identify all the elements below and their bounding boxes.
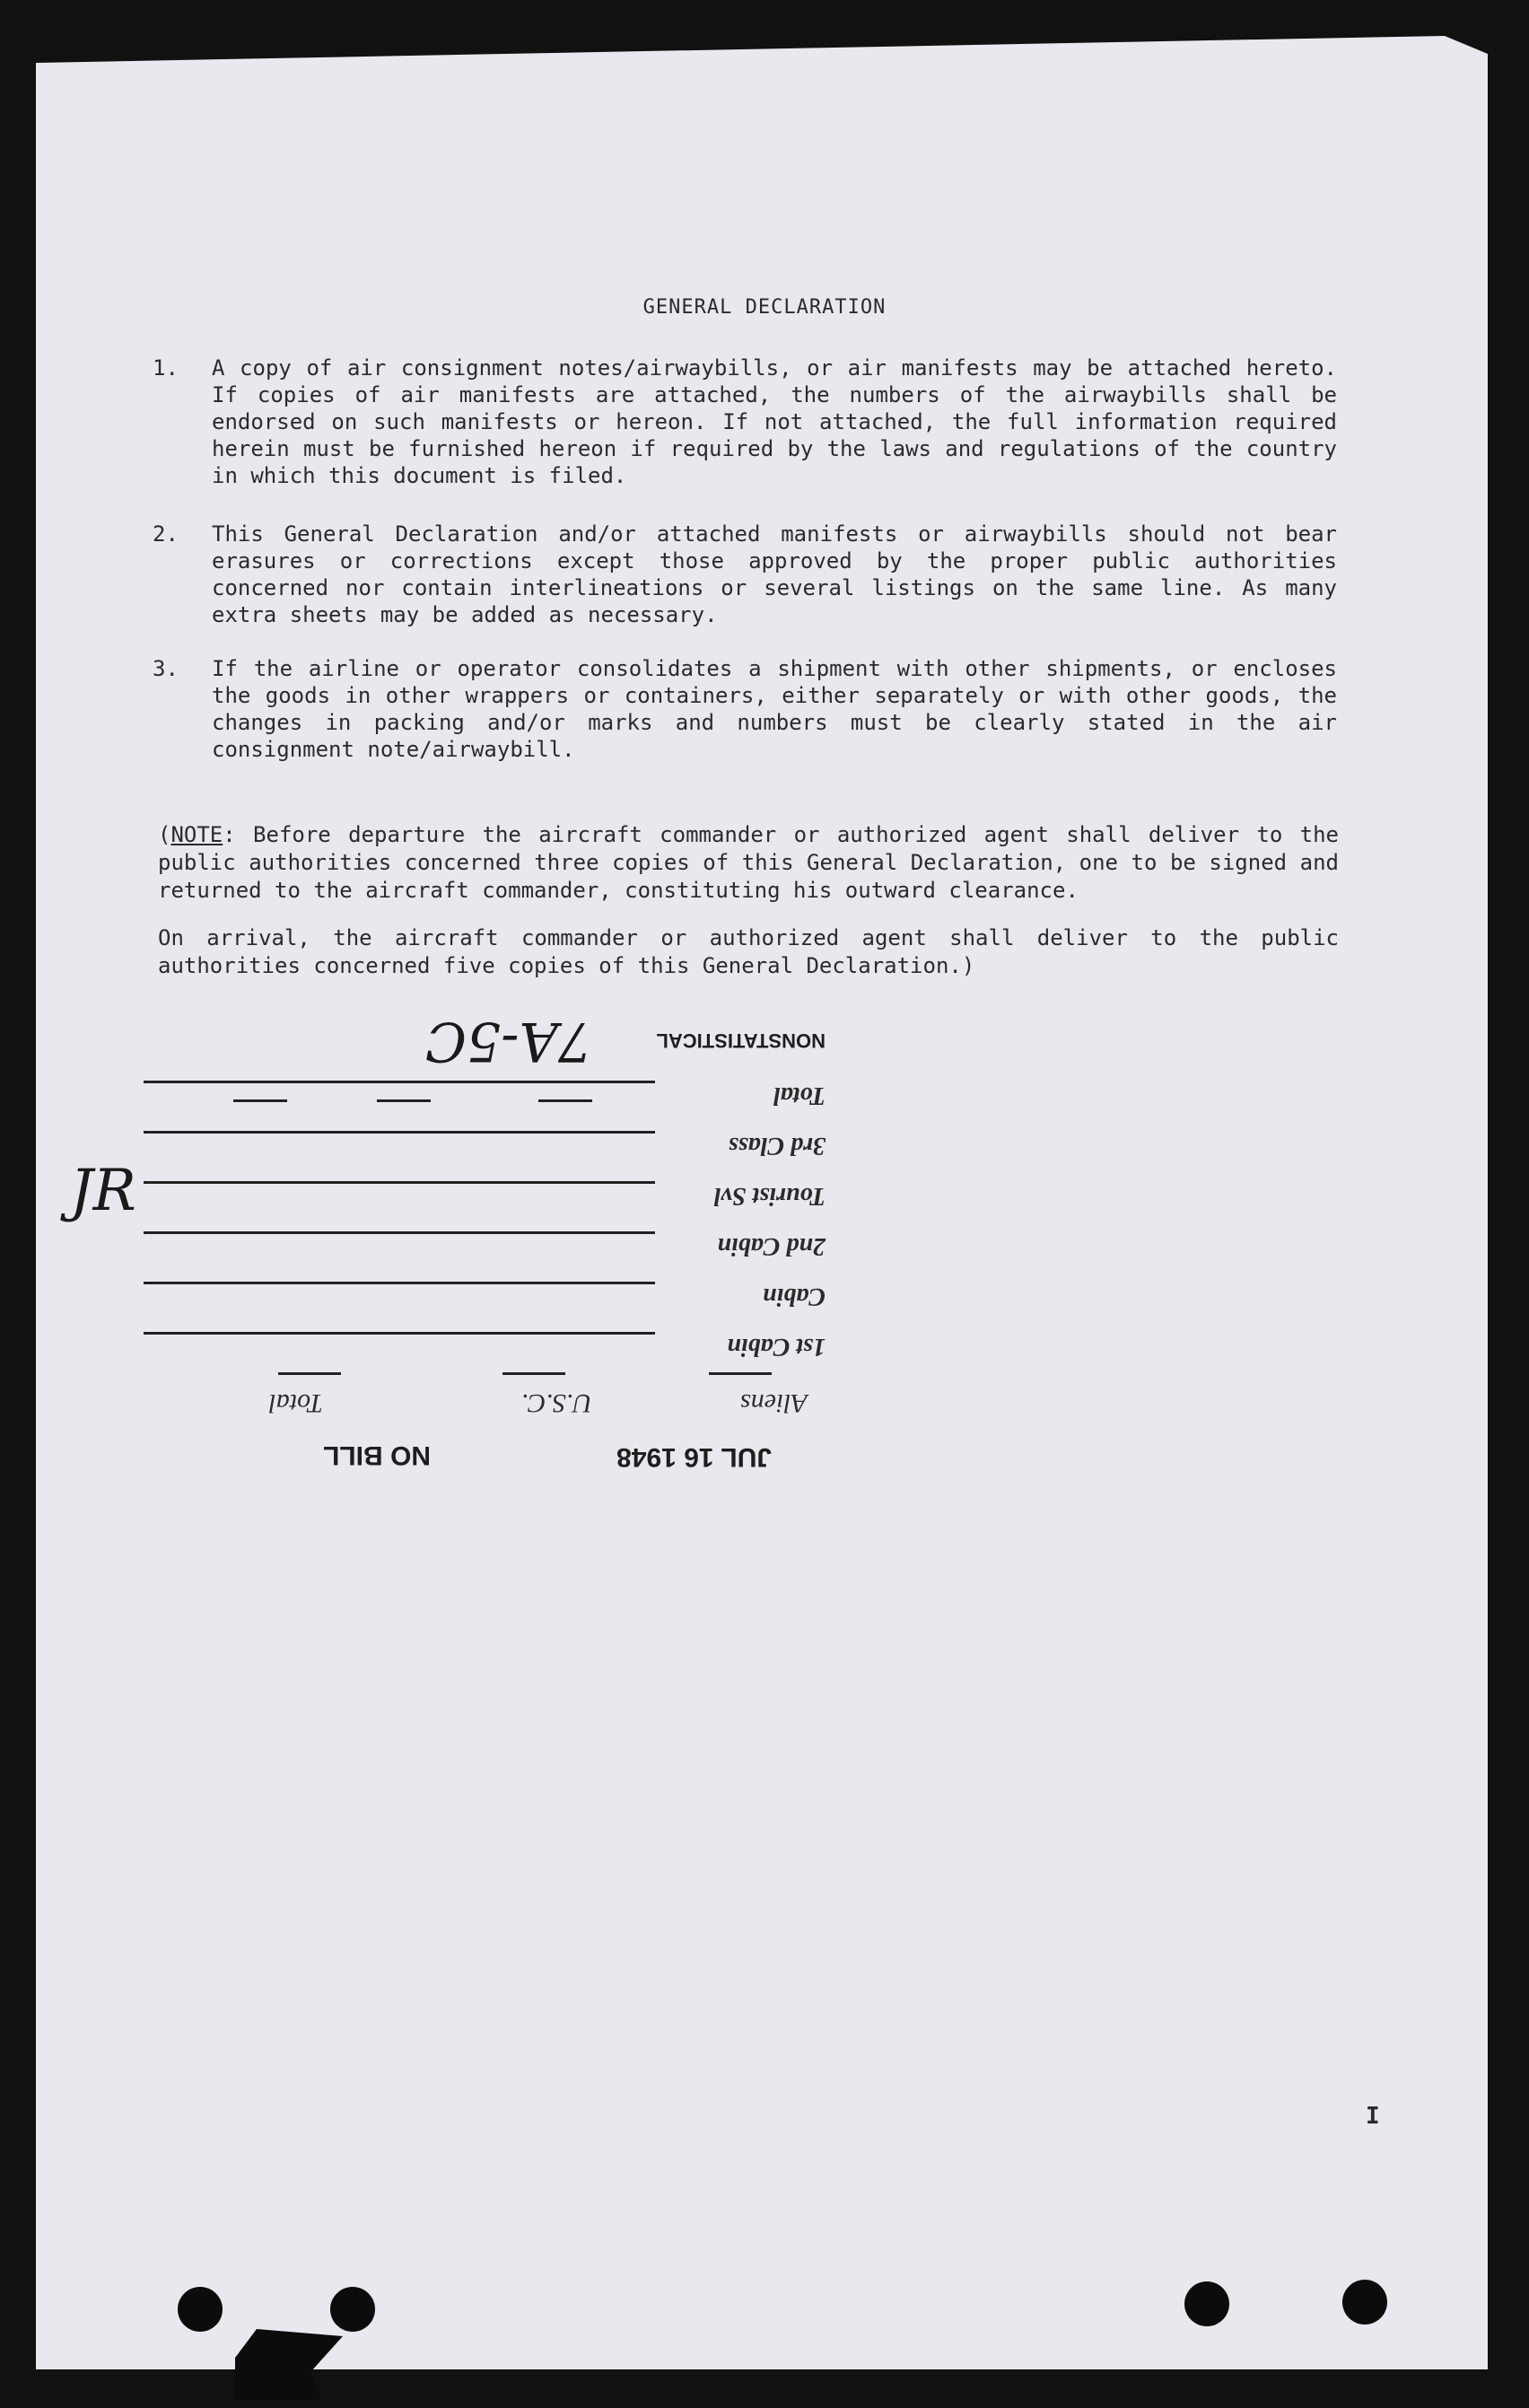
column-total: Total <box>268 1388 323 1418</box>
declaration-item-1 <box>153 355 1337 498</box>
row-cabin: Cabin <box>144 1269 826 1314</box>
row-total: Total <box>144 1068 826 1113</box>
upside-down-stamp <box>144 1005 826 1472</box>
handwritten-code: 7A-5C <box>425 1010 592 1073</box>
note-paragraph: (NOTE: Before departure the aircraft commander or authorized agent shall deliver to the public authorities concerned three copies of this General Declaration, one to be signed and returned to the aircraft commander, constituting his outward clearance. <box>158 822 1339 903</box>
item-number: 3. <box>153 656 179 681</box>
binder-hole <box>330 2287 375 2332</box>
handwritten-initials: JR <box>70 1158 136 1224</box>
column-usc: U.S.C. <box>520 1388 592 1418</box>
declaration-item-2 <box>153 521 1337 628</box>
date-stamp: JUL 16 1948 <box>616 1442 772 1472</box>
note-label: NOTE <box>170 822 223 847</box>
item-text: A copy of air consignment notes/airwaybills, or air manifests may be attached hereto. If copies of air manifests are attached, the numbers of the airwaybills shall be endorsed on such manifests or hereon. If not attached, the full information required herein must be furnished hereon if required by the laws and regulations of the country in which this document is filed. <box>212 355 1337 488</box>
item-number: 1. <box>153 355 179 381</box>
arrival-paragraph: On arrival, the aircraft commander or authorized agent shall deliver to the public authorities concerned five copies of this General Declaration.) <box>158 925 1339 978</box>
binder-hole <box>178 2287 223 2332</box>
column-aliens: Aliens <box>740 1388 808 1418</box>
no-bill-stamp: NO BILL <box>323 1440 431 1470</box>
note-text: : Before departure the aircraft commander or authorized agent shall deliver to the public authorities concerned three copies of this General Declaration, one to be signed and returned to the aircraft commander, constituting his outward clearance. <box>158 822 1339 903</box>
item-text: If the airline or operator consolidates a shipment with other shipments, or encloses the goods in other wrappers or containers, either separately or with other goods, the changes in packing and/or marks and numbers must be clearly stated in the air consignment note/airwaybill. <box>212 656 1337 762</box>
row-3rd-class: 3rd Class <box>144 1118 826 1163</box>
item-number: 2. <box>153 521 179 547</box>
binder-hole <box>1184 2281 1229 2326</box>
nonstatistical-stamp: NONSTATISTICAL <box>656 1029 826 1052</box>
row-tourist: Tourist Svl <box>144 1169 826 1213</box>
item-text: This General Declaration and/or attached manifests or airwaybills should not bear erasures or corrections except those approved by the proper public authorities concerned nor contain interlineations or several listings on the same line. As many extra sheets may be added as necessary. <box>212 521 1337 627</box>
row-2nd-cabin: 2nd Cabin <box>144 1219 826 1264</box>
document-title: GENERAL DECLARATION <box>642 296 887 319</box>
page-mark: I <box>1366 2103 1380 2130</box>
declaration-item-3 <box>153 655 1337 763</box>
binder-hole <box>1342 2280 1387 2325</box>
row-1st-cabin: 1st Cabin <box>144 1319 826 1364</box>
